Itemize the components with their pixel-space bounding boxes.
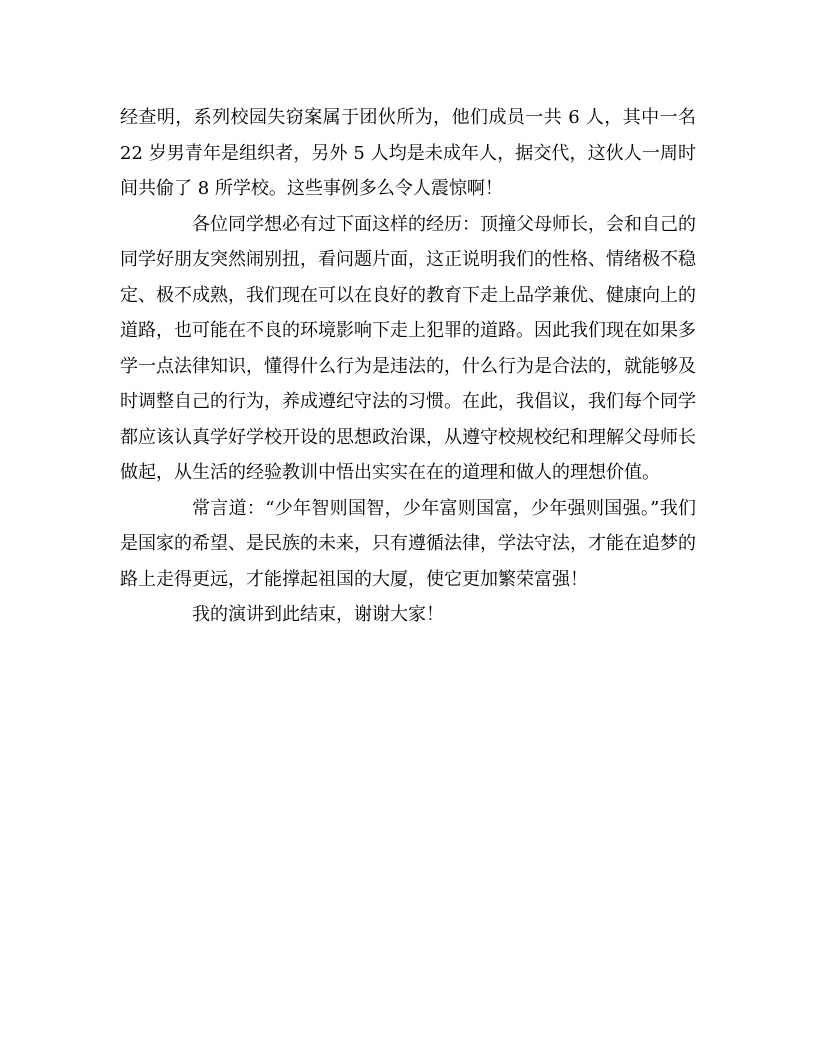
paragraph-theft-case: 经查明，系列校园失窃案属于团伙所为，他们成员一共 6 人，其中一名22 岁男青年是组织者，另外 5 人均是未成年人，据交代，这伙人一周时间共偷了 8 所学校。这些事例多么令人震惊啊！	[120, 107, 696, 199]
paragraph-youth-hope: 常言道：“少年智则国智，少年富则国富，少年强则国强。”我们是国家的希望、是民族的未来，只有遵循法律，学法守法，才能在追梦的路上走得更远，才能撑起祖国的大厦，使它更加繁荣富强！	[120, 497, 696, 590]
paragraph-legal-knowledge: 各位同学想必有过下面这样的经历：顶撞父母师长，会和自己的同学好朋友突然闹别扭，看问题片面，这正说明我们的性格、情绪极不稳定、极不成熟，我们现在可以在良好的教育下走上品学兼优、健康向上的道路，也可能在不良的环境影响下走上犯罪的道路。因此我们现在如果多学一点法律知识，懂得什么行为是违法的，什么行为是合法的，就能够及时调整自己的行为，养成遵纪守法的习惯。在此，我倡议，我们每个同学都应该认真学好学校开设的思想政治课，从遵守校规校纪和理解父母师长做起，从生活的经验教训中悟出实实在在的道理和做人的理想价值。	[120, 213, 696, 483]
document-body	[120, 100, 696, 633]
paragraph-closing: 我的演讲到此结束，谢谢大家！	[192, 604, 444, 625]
